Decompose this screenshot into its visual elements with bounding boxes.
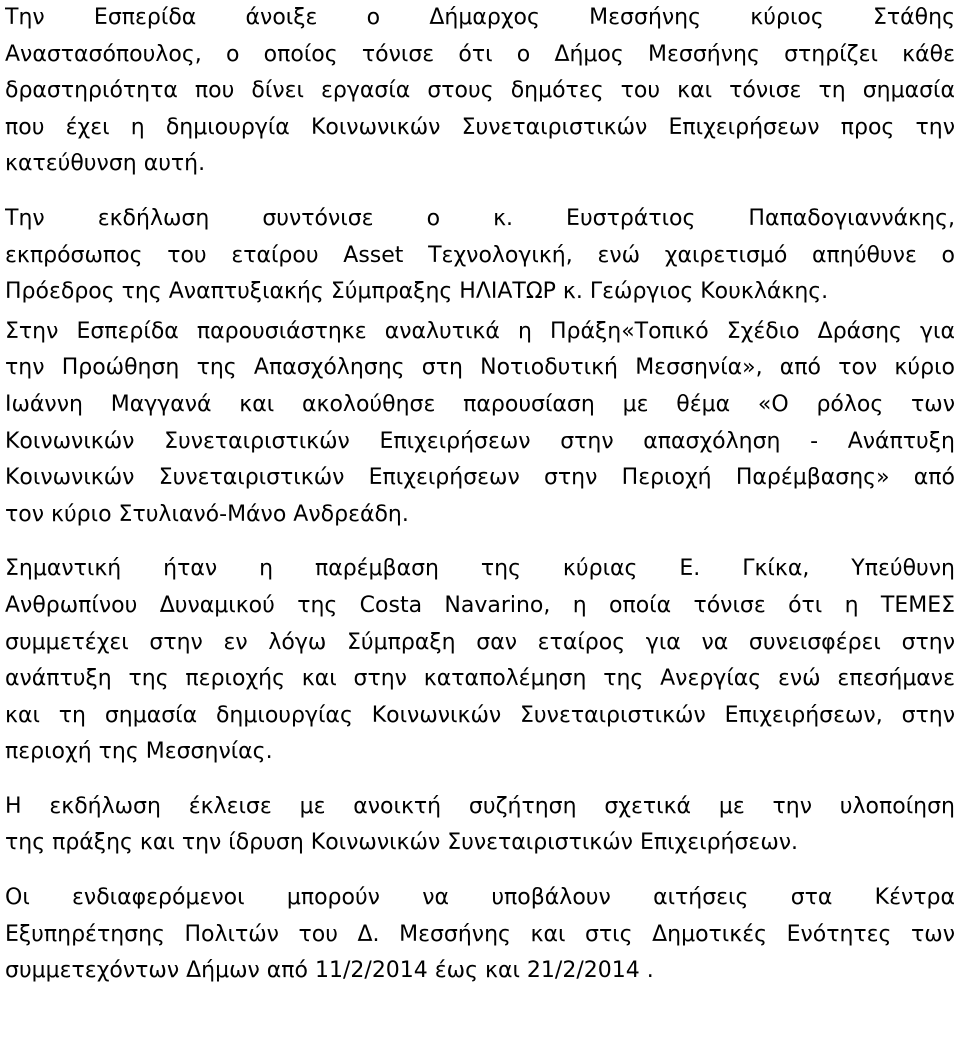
text-line: περιοχή της Μεσσηνίας. [5, 739, 273, 765]
text-line: την Προώθηση της Απασχόλησης στη Νοτιοδυτική Μεσσηνία», από τον κύριο [5, 355, 955, 381]
text-line: συμμετέχει στην εν λόγω Σύμπραξη σαν εταίρος για να συνεισφέρει στην [5, 629, 955, 655]
text-line: τον κύριο Στυλιανό-Μάνο Ανδρεάδη. [5, 501, 409, 527]
text-line: Κοινωνικών Συνεταιριστικών Επιχειρήσεων στην απασχόληση - Ανάπτυξη [5, 428, 955, 454]
text-line: Εξυπηρέτησης Πολιτών του Δ. Μεσσήνης και στις Δημοτικές Ενότητες των [5, 921, 955, 947]
paragraph-closing [5, 789, 955, 862]
text-line: Πρόεδρος της Αναπτυξιακής Σύμπραξης ΗΛΙΑΤΩΡ κ. Γεώργιος Κουκλάκης. [5, 279, 829, 305]
text-line: Η εκδήλωση έκλεισε με ανοικτή συζήτηση σχετικά με την υλοποίηση [5, 793, 955, 819]
text-line: εκπρόσωπος του εταίρου Asset Τεχνολογική, ενώ χαιρετισμό απηύθυνε ο [5, 242, 955, 268]
paragraph-spacer [5, 862, 955, 880]
paragraph-presentation [5, 314, 955, 534]
text-line: δραστηριότητα που δίνει εργασία στους δημότες του και τόνισε τη σημασία [5, 78, 955, 104]
text-line: ανάπτυξη της περιοχής και στην καταπολέμηση της Ανεργίας ενώ επεσήμανε [5, 666, 955, 692]
paragraph-opening [5, 0, 955, 183]
paragraph-spacer [5, 533, 955, 551]
text-line: Ιωάννη Μαγγανά και ακολούθησε παρουσίαση με θέμα «Ο ρόλος των [5, 391, 955, 417]
text-line: Την εκδήλωση συντόνισε ο κ. Ευστράτιος Παπαδογιαννάκης, [5, 205, 955, 231]
text-line: Ανθρωπίνου Δυναμικού της Costa Navarino, η οποία τόνισε ότι η ΤΕΜΕΣ [5, 592, 955, 618]
text-line: Κοινωνικών Συνεταιριστικών Επιχειρήσεων στην Περιοχή Παρέμβασης» από [5, 465, 955, 491]
text-line: της πράξης και την ίδρυση Κοινωνικών Συνεταιριστικών Επιχειρήσεων. [5, 830, 799, 856]
text-line: συμμετεχόντων Δήμων από 11/2/2014 έως και 21/2/2014 . [5, 958, 654, 984]
text-line: Αναστασόπουλος, ο οποίος τόνισε ότι ο Δήμος Μεσσήνης στηρίζει κάθε [5, 41, 955, 67]
text-line: Σημαντική ήταν η παρέμβαση της κύριας Ε. Γκίκα, Υπεύθυνη [5, 556, 955, 582]
text-line: που έχει η δημιουργία Κοινωνικών Συνεταιριστικών Επιχειρήσεων προς την [5, 114, 955, 140]
text-line: Στην Εσπερίδα παρουσιάστηκε αναλυτικά η Πράξη«Τοπικό Σχέδιο Δράσης για [5, 318, 955, 344]
paragraph-spacer [5, 183, 955, 201]
text-line: Την Εσπερίδα άνοιξε ο Δήμαρχος Μεσσήνης κύριος Στάθης [5, 5, 955, 30]
paragraph-intervention [5, 551, 955, 771]
document-body [5, 0, 955, 990]
paragraph-spacer [5, 771, 955, 789]
text-line: Οι ενδιαφερόμενοι μπορούν να υποβάλουν αιτήσεις στα Κέντρα [5, 885, 955, 911]
text-line: κατεύθυνση αυτή. [5, 151, 206, 177]
text-line: και τη σημασία δημιουργίας Κοινωνικών Συνεταιριστικών Επιχειρήσεων, στην [5, 702, 955, 728]
paragraph-applications [5, 880, 955, 990]
paragraph-coordination [5, 201, 955, 311]
